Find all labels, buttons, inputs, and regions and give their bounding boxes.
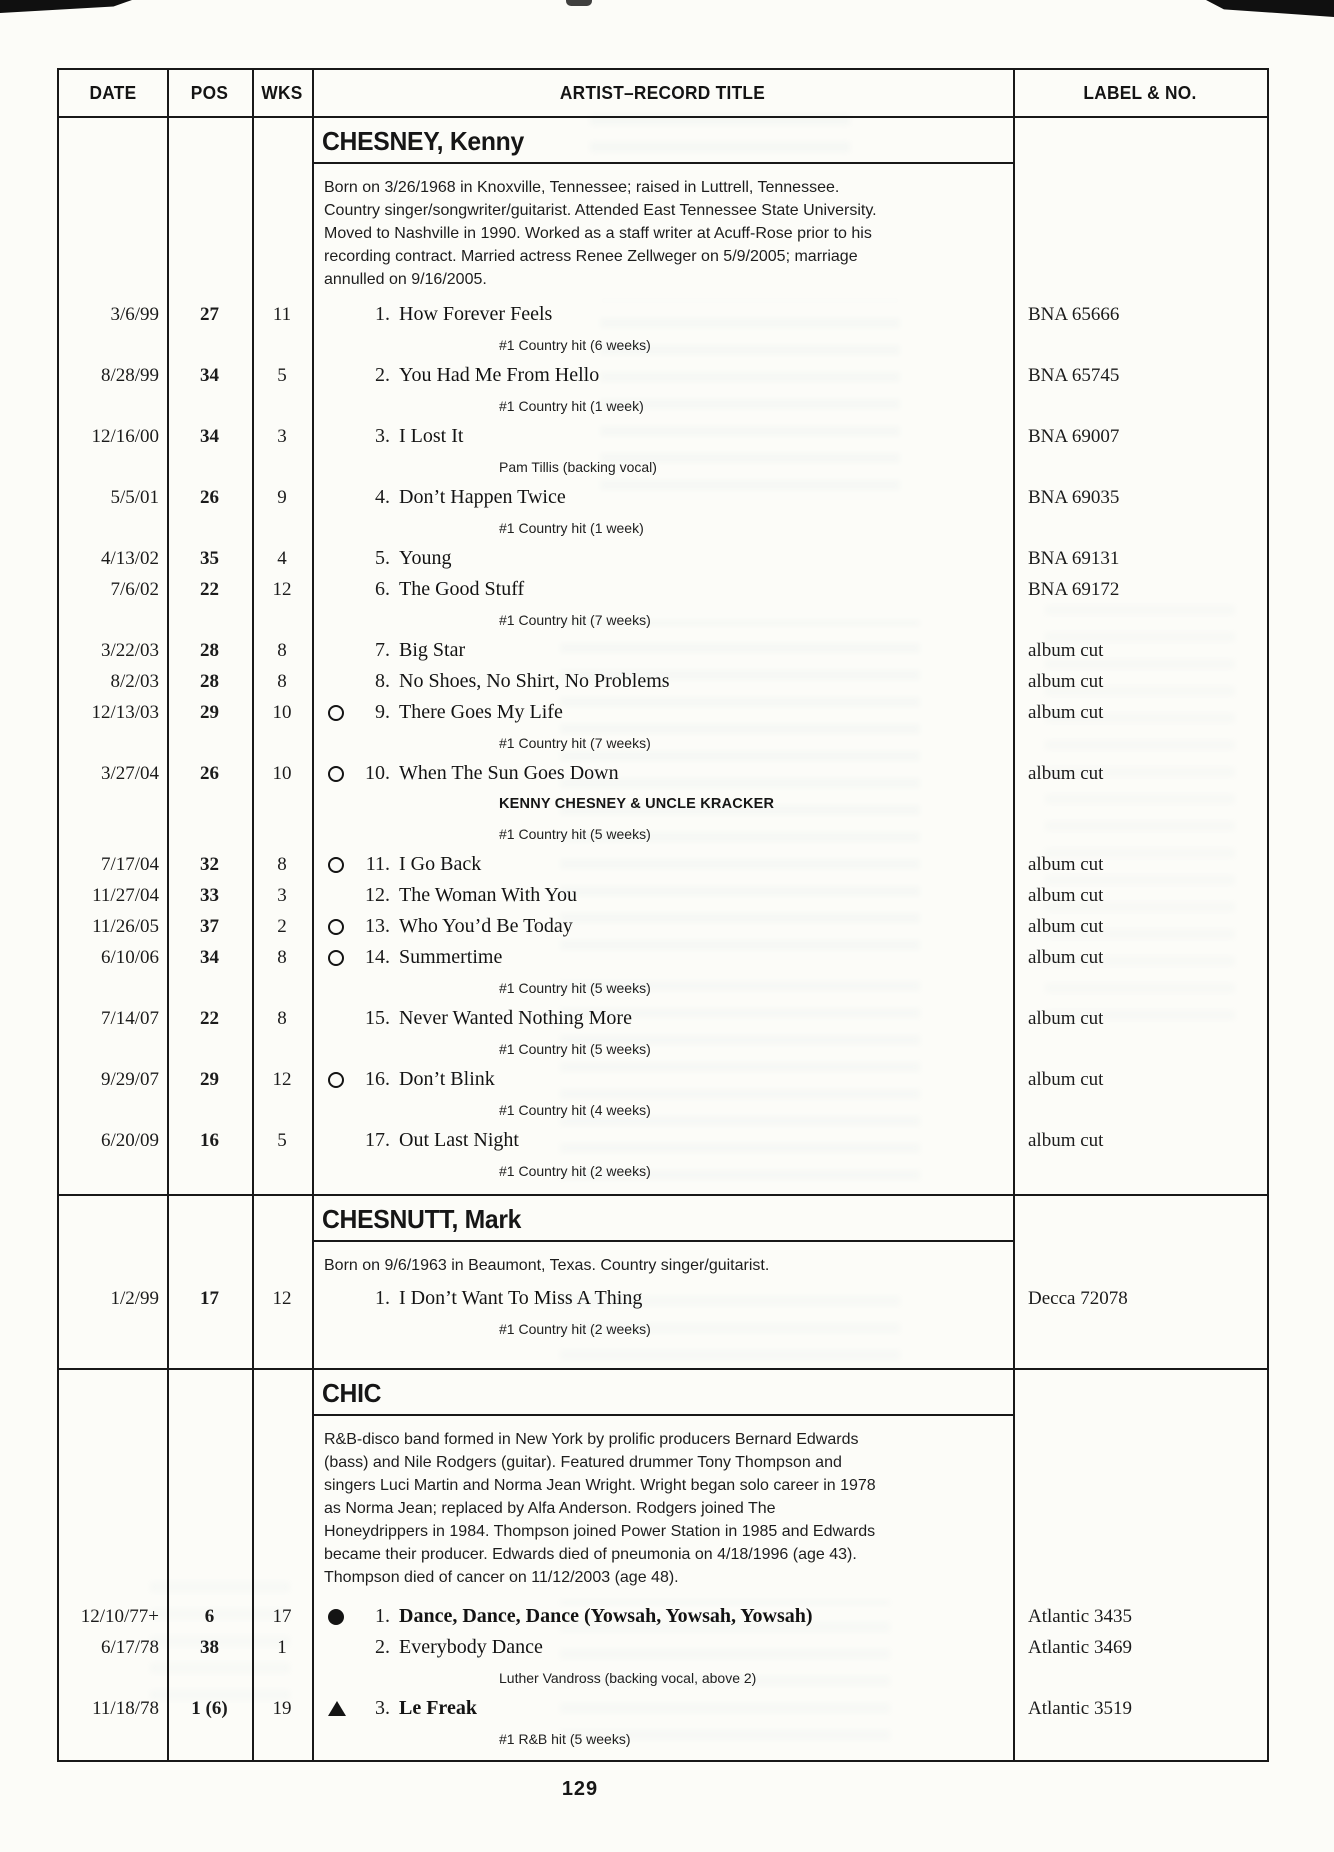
entry-title: I Don’t Want To Miss A Thing [399,1287,643,1309]
entry-date: 4/13/02 [100,547,159,569]
entry-date: 3/22/03 [100,639,159,661]
entry-title: When The Sun Goes Down [399,762,619,784]
entry-label: BNA 69131 [1028,547,1120,569]
entry-date: 8/28/99 [100,364,159,386]
entry-peak-position: 33 [200,884,219,906]
entry-label: album cut [1028,946,1104,968]
column-header-pos: POS [190,82,229,103]
entry-weeks: 4 [277,547,287,569]
entry-date: 7/17/04 [100,853,159,875]
gold-outline-cert-icon [328,857,354,873]
entry-title-cell [312,1636,1013,1659]
entry-number: 1. [375,303,390,325]
entry-credit: Luther Vandross (backing vocal, above 2) [499,1670,757,1686]
scan-artifact-top-left [0,0,132,13]
artist-header: CHESNUTT, Mark [322,1204,522,1234]
entry-list [59,299,1267,1186]
header-row [59,70,1267,118]
entry-title-cell [312,701,1013,724]
artist-section [59,1194,1267,1368]
artist-bio: Born on 3/26/1968 in Knoxville, Tennessee; raised in Luttrell, Tennessee. Country singer/songwriter/guitarist. Attended East Tennessee State University. Moved to Nashville in 1990. Worked as a staff writer at Acuff-Rose prior to his recording contract. Married actress Renee Zellweger on 5/9/2005; marriage annulled on 9/16/2005. [324,179,877,288]
entry-weeks: 17 [272,1605,292,1627]
entry-number: 17. [365,1129,390,1151]
entry-list [59,1601,1267,1754]
gold-outline-cert-icon [328,950,354,966]
entry-date: 11/18/78 [92,1697,159,1719]
entry-credit: Pam Tillis (backing vocal) [499,459,657,475]
entry-label: album cut [1028,1129,1104,1151]
entry-peak-position: 27 [200,303,219,325]
entry-weeks: 8 [277,946,287,968]
entry-date: 11/27/04 [92,884,159,906]
entry-weeks: 9 [277,486,287,508]
entry-number: 2. [375,364,390,386]
entry-number: 8. [375,670,390,692]
gold-outline-cert-icon [328,919,354,935]
entry-number: 4. [375,486,390,508]
entry-title-cell [312,762,1013,785]
entry-date: 8/2/03 [110,670,159,692]
entry-date: 12/10/77+ [80,1605,159,1627]
entry-title-cell [312,303,1013,326]
column-divider [1013,70,1015,1760]
entry-peak-position: 1 (6) [191,1697,228,1719]
entry-peak-position: 28 [200,639,219,661]
entry-title-cell [312,486,1013,509]
entry-title: Big Star [399,639,466,661]
entry-row [59,666,1267,697]
entry-weeks: 3 [277,425,287,447]
entry-note: #1 Country hit (5 weeks) [499,826,651,842]
entry-row [59,543,1267,574]
entry-row [59,1693,1267,1724]
entry-row [59,1283,1267,1314]
column-divider [312,70,314,1760]
entry-title-cell [312,853,1013,876]
entry-peak-position: 22 [200,1007,219,1029]
entry-title-cell [312,578,1013,601]
column-divider [167,70,169,1760]
entry-number: 10. [365,762,390,784]
entry-peak-position: 32 [200,853,219,875]
artist-header: CHIC [322,1378,382,1408]
entry-title: You Had Me From Hello [399,364,600,386]
entry-peak-position: 38 [200,1636,219,1658]
entry-title: The Woman With You [399,884,577,906]
entry-label: BNA 69007 [1028,425,1120,447]
page-number: 129 [561,1778,599,1800]
entry-note: #1 Country hit (1 week) [499,520,644,536]
entry-weeks: 3 [277,884,287,906]
entry-title-cell [312,884,1013,907]
entry-title: Le Freak [399,1697,477,1719]
entry-title-cell [312,425,1013,448]
scan-artifact-top-right [1206,0,1334,17]
entry-label: BNA 69172 [1028,578,1120,600]
entry-peak-position: 17 [200,1287,219,1309]
entry-row [59,942,1267,973]
entry-row [59,1601,1267,1632]
entry-title-cell [312,915,1013,938]
entry-note: #1 Country hit (1 week) [499,398,644,414]
column-divider [252,70,254,1760]
entry-weeks: 12 [272,578,292,600]
entry-note: #1 Country hit (4 weeks) [499,1102,651,1118]
entry-title: Out Last Night [399,1129,519,1151]
entry-date: 1/2/99 [110,1287,159,1309]
entry-label: Atlantic 3435 [1028,1605,1132,1627]
artist-section [59,1368,1267,1762]
entry-row [59,1632,1267,1663]
entry-title-cell [312,1129,1013,1152]
gold-outline-cert-icon [328,766,354,782]
entry-list [59,1283,1267,1344]
entry-row [59,574,1267,605]
entry-date: 9/29/07 [100,1068,159,1090]
entry-row [59,421,1267,452]
entry-title-cell [312,364,1013,387]
entry-label: album cut [1028,762,1104,784]
entry-label: BNA 65745 [1028,364,1120,386]
chart-table [57,68,1269,1762]
entry-title: No Shoes, No Shirt, No Problems [399,670,670,692]
entry-peak-position: 34 [200,364,219,386]
entry-number: 15. [365,1007,390,1029]
entry-note: #1 Country hit (2 weeks) [499,1321,651,1337]
entry-peak-position: 29 [200,1068,219,1090]
artist-underline [312,1414,1013,1416]
entry-number: 1. [375,1287,390,1309]
artist-underline [312,162,1013,164]
artist-bio: Born on 9/6/1963 in Beaumont, Texas. Country singer/guitarist. [324,1257,770,1274]
entry-weeks: 11 [272,303,292,325]
entry-label: album cut [1028,701,1104,723]
entry-number: 13. [365,915,390,937]
entry-date: 11/26/05 [92,915,159,937]
column-header-artist-record-title: ARTIST–RECORD TITLE [559,82,766,103]
entry-title: Dance, Dance, Dance (Yowsah, Yowsah, Yowsah) [399,1605,813,1627]
entry-peak-position: 28 [200,670,219,692]
entry-peak-position: 29 [200,701,219,723]
entry-label: Atlantic 3469 [1028,1636,1132,1658]
entry-weeks: 2 [277,915,287,937]
entry-title: Summertime [399,946,503,968]
entry-title-cell [312,1605,1013,1628]
entry-title: There Goes My Life [399,701,563,723]
entry-label: Decca 72078 [1028,1287,1128,1309]
entry-row [59,911,1267,942]
entry-weeks: 10 [272,701,292,723]
gold-outline-cert-icon [328,1072,354,1088]
entry-note: #1 Country hit (5 weeks) [499,1041,651,1057]
entry-label: album cut [1028,853,1104,875]
entry-number: 11. [365,853,390,875]
column-header-label-no: LABEL & NO. [1083,82,1197,103]
entry-note: #1 Country hit (7 weeks) [499,612,651,628]
entry-label: album cut [1028,1068,1104,1090]
entry-date: 12/16/00 [91,425,159,447]
entry-date: 5/5/01 [110,486,159,508]
entry-peak-position: 26 [200,762,219,784]
entry-title-cell [312,1007,1013,1030]
entry-title-cell [312,547,1013,570]
entry-date: 7/14/07 [100,1007,159,1029]
entry-artist-credit: KENNY CHESNEY & UNCLE KRACKER [499,796,775,812]
entry-note: #1 Country hit (6 weeks) [499,337,651,353]
entry-weeks: 10 [272,762,292,784]
entry-label: album cut [1028,670,1104,692]
artist-section [59,118,1267,1194]
entry-note: #1 Country hit (7 weeks) [499,735,651,751]
entry-title-cell [312,1068,1013,1091]
entry-weeks: 12 [272,1287,292,1309]
entry-title-cell [312,1697,1013,1720]
entry-number: 3. [375,425,390,447]
entry-row [59,697,1267,728]
entry-weeks: 8 [277,670,287,692]
entry-title: The Good Stuff [399,578,525,600]
entry-weeks: 1 [277,1636,287,1658]
entry-note: #1 R&B hit (5 weeks) [499,1731,631,1747]
entry-row [59,299,1267,330]
scan-artifact-top-center [566,0,592,6]
entry-peak-position: 26 [200,486,219,508]
entry-label: album cut [1028,639,1104,661]
entry-number: 7. [375,639,390,661]
entry-weeks: 8 [277,853,287,875]
entry-number: 9. [375,701,390,723]
entry-date: 6/20/09 [100,1129,159,1151]
entry-peak-position: 35 [200,547,219,569]
entry-row [59,880,1267,911]
entry-title: Everybody Dance [399,1636,543,1658]
entry-number: 2. [375,1636,390,1658]
entry-title-cell [312,1287,1013,1310]
entry-number: 14. [365,946,390,968]
entry-date: 3/27/04 [100,762,159,784]
entry-row [59,849,1267,880]
entry-row [59,1064,1267,1095]
gold-outline-cert-icon [328,705,354,721]
entry-label: album cut [1028,1007,1104,1029]
column-header-wks: WKS [261,82,303,103]
entry-weeks: 8 [277,1007,287,1029]
entry-weeks: 8 [277,639,287,661]
entry-number: 3. [375,1697,390,1719]
entry-label: BNA 69035 [1028,486,1120,508]
entry-number: 6. [375,578,390,600]
entry-note: #1 Country hit (5 weeks) [499,980,651,996]
entry-title: How Forever Feels [399,303,553,325]
entry-peak-position: 34 [200,946,219,968]
entry-title: Who You’d Be Today [399,915,573,937]
entry-number: 16. [365,1068,390,1090]
entry-date: 7/6/02 [110,578,159,600]
entry-number: 5. [375,547,390,569]
entry-row [59,482,1267,513]
entry-date: 3/6/99 [110,303,159,325]
entry-row [59,360,1267,391]
entry-label: Atlantic 3519 [1028,1697,1132,1719]
entry-date: 6/17/78 [100,1636,159,1658]
entry-weeks: 5 [277,364,287,386]
entry-peak-position: 6 [204,1605,215,1627]
entry-weeks: 5 [277,1129,287,1151]
entry-weeks: 12 [272,1068,292,1090]
entry-date: 12/13/03 [91,701,159,723]
entry-row [59,758,1267,789]
artist-underline [312,1240,1013,1242]
entry-row [59,1003,1267,1034]
entry-title: Don’t Blink [399,1068,495,1090]
entry-peak-position: 37 [200,915,219,937]
entry-peak-position: 16 [200,1129,219,1151]
entry-number: 1. [375,1605,390,1627]
entry-title: Young [399,547,452,569]
entry-label: album cut [1028,915,1104,937]
platinum-cert-icon [328,1701,354,1716]
entry-peak-position: 34 [200,425,219,447]
entry-date: 6/10/06 [100,946,159,968]
entry-row [59,1125,1267,1156]
gold-cert-icon [328,1609,354,1625]
entry-title: I Go Back [399,853,482,875]
artist-bio: R&B-disco band formed in New York by prolific producers Bernard Edwards (bass) and Nile Rodgers (guitar). Featured drummer Tony Thompson and singers Luci Martin and Norma Jean Wright. Wright began solo career in 1978 as Norma Jean; replaced by Alfa Anderson. Rodgers joined The Honeydrippers in 1984. Thompson joined Power Station in 1985 and Edwards became their producer. Edwards died of pneumonia on 4/18/1996 (age 43). Thompson died of cancer on 11/12/2003 (age 48). [324,1431,876,1586]
entry-number: 12. [365,884,390,906]
entry-title: Don’t Happen Twice [399,486,566,508]
entry-label: album cut [1028,884,1104,906]
column-header-date: DATE [89,82,137,103]
entry-row [59,635,1267,666]
entry-title-cell [312,670,1013,693]
entry-peak-position: 22 [200,578,219,600]
artist-header: CHESNEY, Kenny [322,126,524,156]
entry-weeks: 19 [272,1697,292,1719]
entry-title: I Lost It [399,425,464,447]
entry-title-cell [312,639,1013,662]
sections [59,118,1267,1762]
entry-title-cell [312,946,1013,969]
entry-note: #1 Country hit (2 weeks) [499,1163,651,1179]
entry-title: Never Wanted Nothing More [399,1007,632,1029]
entry-label: BNA 65666 [1028,303,1120,325]
